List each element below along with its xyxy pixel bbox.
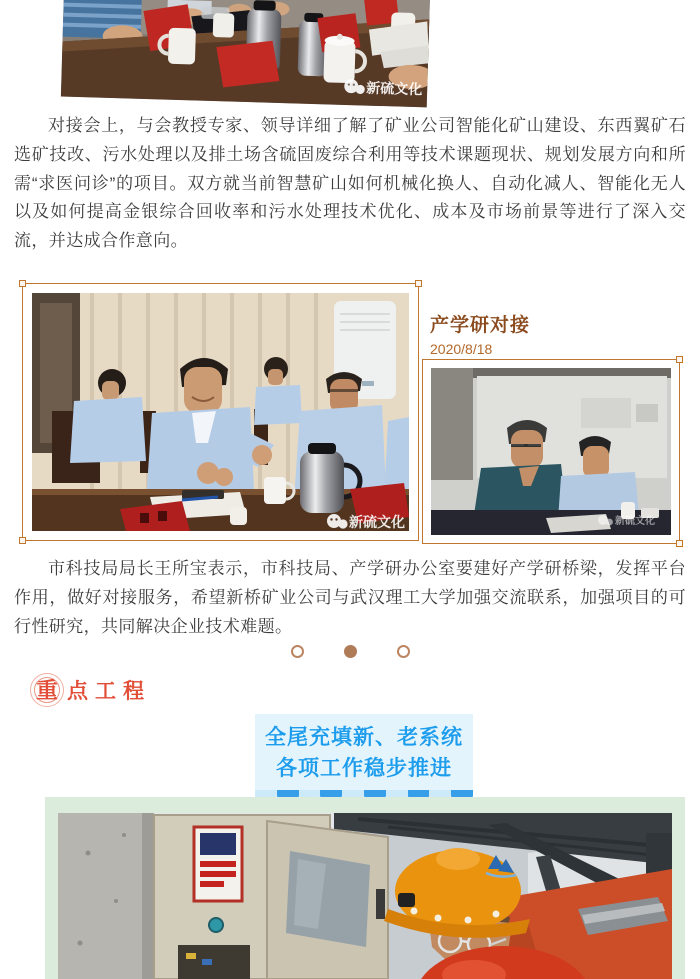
warning-sign [194,827,242,901]
section-header-key-projects [30,668,151,712]
gallery-photo-frame-left[interactable] [22,283,419,541]
worker-scene [58,813,672,979]
projection-screen [477,376,667,478]
banner-line-1: 全尾充填新、老系统 [265,726,463,749]
carousel-dots [0,645,700,658]
carousel-dot-1[interactable] [291,645,304,658]
section-header-text: 点工程 [67,680,151,703]
worker-photo[interactable] [58,813,672,979]
tea-cup [213,13,235,38]
headlamp-clip [398,893,415,907]
cabinet-vent [178,945,250,979]
carousel-dot-2-active[interactable] [344,645,357,658]
banner-line-2: 各项工作稳步推进 [276,757,452,780]
cup-lid [230,507,247,525]
gallery-title: 产学研对接 [430,315,531,336]
concrete-pillar [58,813,154,979]
frame-corner [676,356,683,363]
frame-corner [676,540,683,547]
watermark-text: 新硫文化 [349,514,405,530]
watermark-text: 新硫文化 [615,516,655,527]
double-circle-icon [30,673,64,707]
carousel-dot-3[interactable] [397,645,410,658]
wall [431,368,473,480]
banner-title [255,714,473,790]
meeting-photo-left[interactable] [32,293,409,531]
red-name-card [215,39,280,89]
meeting-table-scene [61,0,431,107]
gallery-date: 2020/8/18 [430,341,493,357]
listeners-scene [431,368,671,535]
frame-corner [19,537,26,544]
gallery-label [430,310,530,357]
indicator-button [209,918,223,932]
cabinet-door-open [267,821,388,979]
article-paragraph-2: 市科技局局长王所宝表示，市科技局、产学研办公室要建好产学研桥梁，发挥平台作用，做好对接服务，希望新桥矿业公司与武汉理工大学加强交流联系，加强项目的可行性研究，共同解决企业技术难题。 [14,559,686,636]
article-paragraph-1: 对接会上，与会教授专家、领导详细了解了矿业公司智能化矿山建设、东西翼矿石选矿技改、污水处理以及排土场含硫固废综合利用等技术课题现状、规划发展方向和所需“求医问诊”的项目。双方就当前智慧矿山如何机械化换人、自动化减人、智能化无人以及如何提高金银综合回收率和污水处理技术优化、成本及市场前景等进行了深入交流，并达成合作意向。 [14,116,686,251]
watermark-text: 新硫文化 [366,79,423,98]
section-header-first-char: 重 [35,677,58,703]
frame-corner [415,280,422,287]
meeting-photo-top[interactable] [61,0,431,107]
meeting-photo-right[interactable] [431,368,671,535]
frame-corner [19,280,26,287]
meeting-room-scene [32,293,409,531]
door-latch [376,889,385,919]
gallery-photo-frame-right[interactable] [422,359,680,544]
project-banner [255,714,473,801]
worker-photo-mat[interactable] [45,797,685,979]
